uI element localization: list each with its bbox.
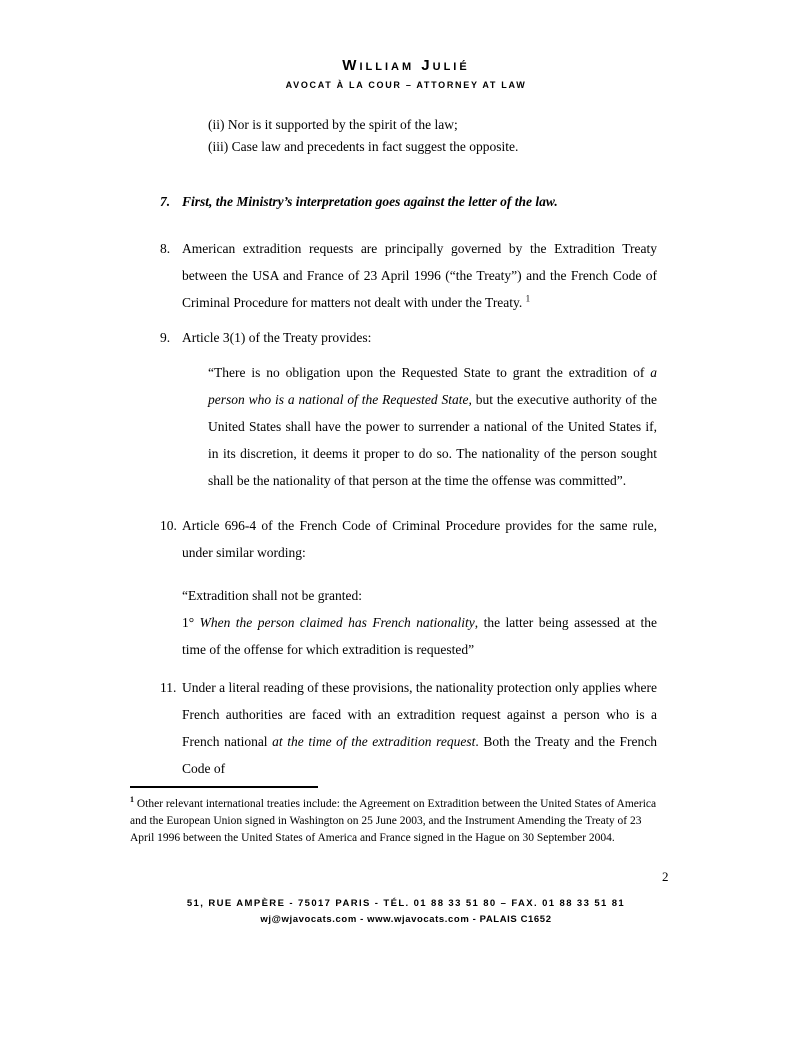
subitem-ii: (ii) Nor is it supported by the spirit of the law;: [208, 117, 458, 132]
letterhead-subtitle: AVOCAT À LA COUR – ATTORNEY AT LAW: [285, 80, 527, 90]
item-11-italic: at the time of the extradition request: [272, 734, 476, 749]
numbered-item-11: [160, 674, 657, 782]
quote-10-line2-pre: 1°: [182, 615, 200, 630]
item-10-text: Article 696-4 of the French Code of Criminal Procedure provides for the same rule, under similar wording:: [182, 518, 657, 560]
item-11-part1: Under a literal reading of these provisions, the nationality protection only applies where French authorities are faced with an extradition request against a person who is a French national: [182, 680, 657, 749]
numbered-item-10: [160, 512, 657, 566]
item-8-number: 8.: [160, 241, 171, 256]
subitem-iii: (iii) Case law and precedents in fact suggest the opposite.: [208, 139, 519, 154]
quote-10-line2-italic: When the person claimed has French nationality: [199, 615, 475, 630]
letterhead-footer: [0, 898, 812, 925]
quote-9-italic: a person who is a national of the Requested State,: [208, 365, 657, 407]
document-body: [160, 114, 657, 782]
letterhead: [0, 57, 812, 90]
quote-9-part2: but the executive authority of the United States shall have the power to surrender a national of the United States if, in its discretion, it deems it proper to do so. The nationality of the person sought shall be the nationality of that person at the time the offense was committed”.: [208, 392, 657, 488]
footer-address-line: 51, RUE AMPÈRE - 75017 PARIS - TÉL. 01 88 33 51 80 – FAX. 01 88 33 51 81: [186, 898, 626, 909]
footnote-separator-rule: [130, 786, 318, 788]
letterhead-name: William Julié: [342, 57, 470, 74]
quote-10-line2-post: , the latter being assessed at the time of the offense for which extradition is requested”: [182, 615, 658, 657]
footnote-1-marker: 1: [130, 795, 134, 805]
numbered-item-7: [160, 188, 657, 215]
quote-10-line1: “Extradition shall not be granted:: [182, 588, 362, 603]
footnote-area: [130, 786, 661, 847]
item-11-number: 11.: [160, 680, 177, 695]
footer-contact-line: wj@wjavocats.com - www.wjavocats.com - PALAIS C1652: [260, 914, 552, 925]
item-7-number: 7.: [160, 194, 171, 209]
item-7-text: First, the Ministry’s interpretation goes against the letter of the law.: [182, 194, 558, 209]
item-11-part2: . Both the Treaty and the French Code of: [182, 734, 658, 776]
quote-10-line2: [182, 609, 657, 663]
numbered-item-9: [160, 324, 657, 351]
code-article-quote: [160, 582, 657, 663]
item-9-number: 9.: [160, 330, 171, 345]
item-10-number: 10.: [160, 518, 177, 533]
quote-9-part1: “There is no obligation upon the Requested State to grant the extradition of: [208, 365, 651, 380]
item-9-text: Article 3(1) of the Treaty provides:: [182, 330, 372, 345]
treaty-article-quote: [160, 359, 657, 494]
footnote-1-text: Other relevant international treaties include: the Agreement on Extradition between the United States of America and the European Union signed in Washington on 25 June 2003, and the Instrument Amending the Treaty of 23 April 1996 between the United States of America and France signed in the Hague on 30 September 2004.: [130, 798, 657, 844]
item-8-text: American extradition requests are principally governed by the Extradition Treaty between the USA and France of 23 April 1996 (“the Treaty”) and the French Code of Criminal Procedure for matters not dealt with under the Treaty.: [182, 241, 657, 310]
footnote-1: [130, 796, 661, 847]
page-number: 2: [662, 869, 669, 884]
sub-items: [160, 114, 657, 158]
footnote-reference-marker: 1: [525, 293, 531, 304]
numbered-item-8: [160, 235, 657, 316]
